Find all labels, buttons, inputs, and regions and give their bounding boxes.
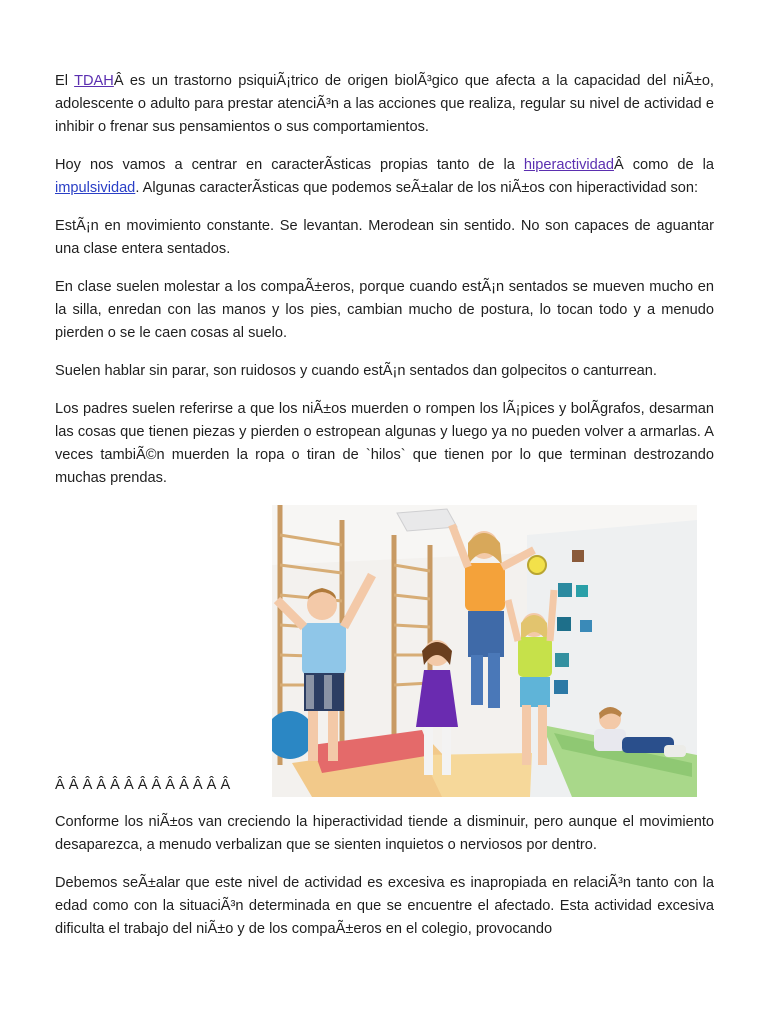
link-tdah[interactable]: TDAH	[74, 73, 114, 89]
paragraph-intro	[55, 70, 714, 139]
text: Â es un trastorno psiquiÃ¡trico de origen biolÃ³gico que afecta a la capacidad del niÃ±o, adolescente o adulto para prestar atenciÃ³n a las acciones que realiza, regular su nivel de actividad e inhibir o frenar sus pensamientos o sus comportamientos.	[55, 73, 714, 135]
paragraph-characteristics	[55, 154, 714, 200]
paragraph-growing: Conforme los niÃ±os van creciendo la hiperactividad tiende a disminuir, pero aunque el movimiento desaparezca, a menudo verbalizan que se sienten inquietos o nerviosos por dentro.	[55, 814, 714, 853]
paragraph-class: En clase suelen molestar a los compaÃ±eros, porque cuando estÃ¡n sentados se mueven mucho en la silla, enredan con las manos y los pies, cambian mucho de postura, lo tocan todo y a menudo pierden o se le caen cosas al suelo.	[55, 279, 714, 341]
link-hiperactividad[interactable]: hiperactividad	[523, 157, 614, 173]
text: El	[55, 73, 75, 89]
encoding-artifacts: Â Â Â Â Â Â Â Â Â Â Â Â Â	[55, 777, 231, 793]
paragraph-talking: Suelen hablar sin parar, son ruidosos y cuando estÃ¡n sentados dan golpecitos o canturrean.	[55, 363, 657, 379]
paragraph-excessive: Debemos seÃ±alar que este nivel de actividad es excesiva es inapropiada en relaciÃ³n tanto con la edad como con la situaciÃ³n determinada en que se encuentre el afectado. Esta actividad excesiva dificulta el trabajo del niÃ±o y de los compaÃ±eros en el colegio, provocando	[55, 875, 714, 937]
text: Â como de la	[613, 157, 714, 173]
link-impulsividad[interactable]: impulsividad	[55, 180, 136, 196]
document-body	[55, 70, 714, 956]
paragraph-parents: Los padres suelen referirse a que los niÃ±os muerden o rompen los lÃ¡pices y bolÃgrafos, desarman las cosas que tienen piezas y pierden o estropean algunas y luego ya no pueden volver a armarlas. A veces tambiÃ©n muerden la ropa o tiran de `hilos` que tienen por lo que terminan destrozando muchas prendas.	[55, 401, 714, 486]
image-row	[55, 505, 714, 797]
text: . Algunas caracterÃsticas que podemos seÃ±alar de los niÃ±os con hiperactividad son:	[135, 180, 699, 196]
text: Hoy nos vamos a centrar en caracterÃsticas propias tanto de la	[55, 157, 524, 173]
children-jumping-photo	[272, 505, 697, 797]
paragraph-movement: EstÃ¡n en movimiento constante. Se levantan. Merodean sin sentido. No son capaces de aguantar una clase entera sentados.	[55, 218, 714, 257]
